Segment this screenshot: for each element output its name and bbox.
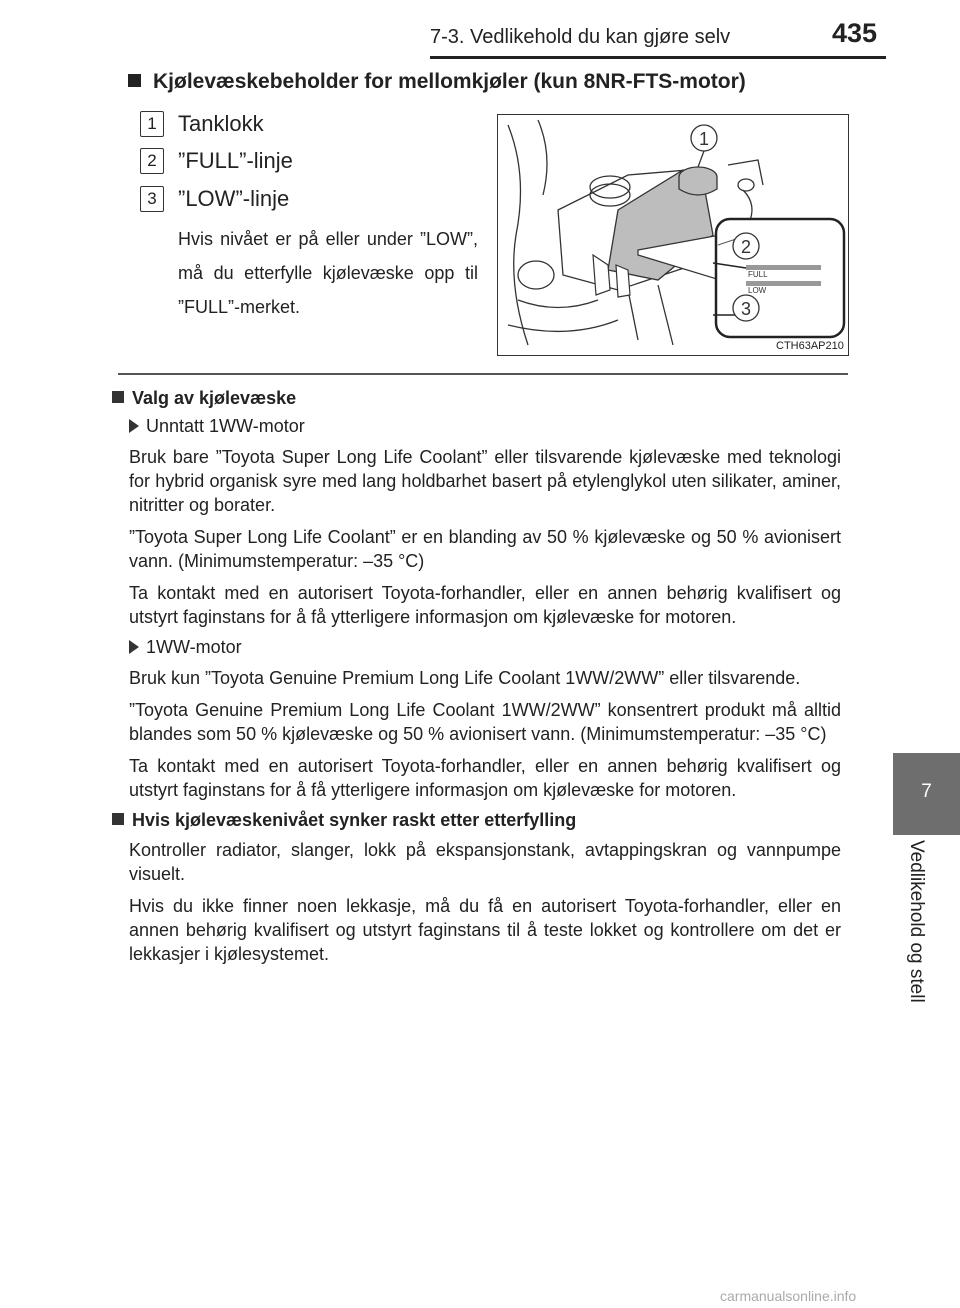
chapter-tab — [893, 753, 960, 835]
section-heading-text: Kjølevæskebeholder for mellomkjøler (kun 8NR-FTS-motor) — [153, 70, 746, 93]
legend-item-1 — [140, 111, 264, 137]
paragraph: Bruk kun ”Toyota Genuine Premium Long Life Coolant 1WW/2WW” eller tilsvarende. — [129, 668, 801, 688]
chapter-label: Vedlikehold og stell — [906, 840, 927, 1003]
page-number: 435 — [832, 18, 878, 48]
callout-number-badge: 3 — [140, 186, 164, 212]
coolant-choice-heading: Valg av kjølevæske — [112, 388, 841, 409]
paragraph: Hvis du ikke finner noen lekkasje, må du få en autorisert Toyota-forhandler, eller en annen behørig kvalifisert og utstyrt faginstans til å teste lokket og kontrollere om det er lekkasjer i kjølesystemet. — [129, 896, 841, 964]
level-note: Hvis nivået er på eller under ”LOW”, må du etterfylle kjølevæske opp til ”FULL”-merket. — [178, 229, 478, 317]
chapter-label-wrap — [893, 840, 960, 1040]
paragraph: ”Toyota Genuine Premium Long Life Coolant 1WW/2WW” konsentrert produkt må alltid blandes som 50 % kjølevæske og 50 % avionisert vann. (Minimumstemperatur: –35 °C) — [129, 700, 841, 744]
legend-label: Tanklokk — [178, 111, 264, 136]
reservoir-illustration — [497, 114, 849, 356]
section-heading — [128, 70, 746, 94]
callout-number-badge: 1 — [140, 111, 164, 137]
square-bullet-icon — [112, 813, 124, 825]
header-rule — [430, 56, 886, 59]
body-text — [112, 382, 841, 974]
callout-number-badge: 2 — [140, 148, 164, 174]
condition-1ww: 1WW-motor — [129, 637, 841, 658]
triangle-bullet-icon — [129, 640, 139, 654]
triangle-bullet-icon — [129, 419, 139, 433]
legend-item-2 — [140, 148, 293, 174]
paragraph: Ta kontakt med en autorisert Toyota-forhandler, eller en annen behørig kvalifisert og utstyrt faginstans for å få ytterligere informasjon om kjølevæske for motoren. — [129, 756, 841, 800]
condition-except-1ww: Unntatt 1WW-motor — [129, 416, 841, 437]
paragraph: Ta kontakt med en autorisert Toyota-forhandler, eller en annen behørig kvalifisert og utstyrt faginstans for å få ytterligere informasjon om kjølevæske for motoren. — [129, 583, 841, 627]
callout-1: 1 — [698, 129, 710, 149]
figure-code: CTH63AP210 — [776, 340, 844, 352]
paragraph: Kontroller radiator, slanger, lokk på ekspansjonstank, avtappingskran og vannpumpe visuelt. — [129, 840, 841, 884]
section-title: 7-3. Vedlikehold du kan gjøre selv — [430, 26, 731, 48]
legend-item-3 — [140, 186, 289, 212]
paragraph: ”Toyota Super Long Life Coolant” er en blanding av 50 % kjølevæske og 50 % avionisert vann. (Minimumstemperatur: –35 °C) — [129, 527, 841, 571]
legend-label: ”LOW”-linje — [178, 186, 290, 211]
section-divider — [118, 373, 848, 375]
reservoir-drawing — [498, 115, 848, 355]
chapter-number: 7 — [921, 781, 932, 802]
watermark: carmanualsonline.info — [720, 1288, 857, 1304]
level-drop-heading: Hvis kjølevæskenivået synker raskt etter etterfylling — [112, 810, 841, 831]
legend-label: ”FULL”-linje — [178, 148, 293, 173]
callout-2: 2 — [740, 237, 752, 257]
page-header — [0, 0, 960, 60]
callout-3: 3 — [740, 299, 752, 319]
paragraph: Bruk bare ”Toyota Super Long Life Coolant” eller tilsvarende kjølevæske med teknologi for hybrid organisk syre med lang holdbarhet basert på etylenglykol uten silikater, aminer, nitritter og borater. — [129, 447, 841, 515]
square-bullet-icon — [112, 391, 124, 403]
square-bullet-icon — [128, 74, 141, 87]
low-mark-label: LOW — [748, 286, 767, 295]
full-mark-label: FULL — [748, 270, 768, 279]
